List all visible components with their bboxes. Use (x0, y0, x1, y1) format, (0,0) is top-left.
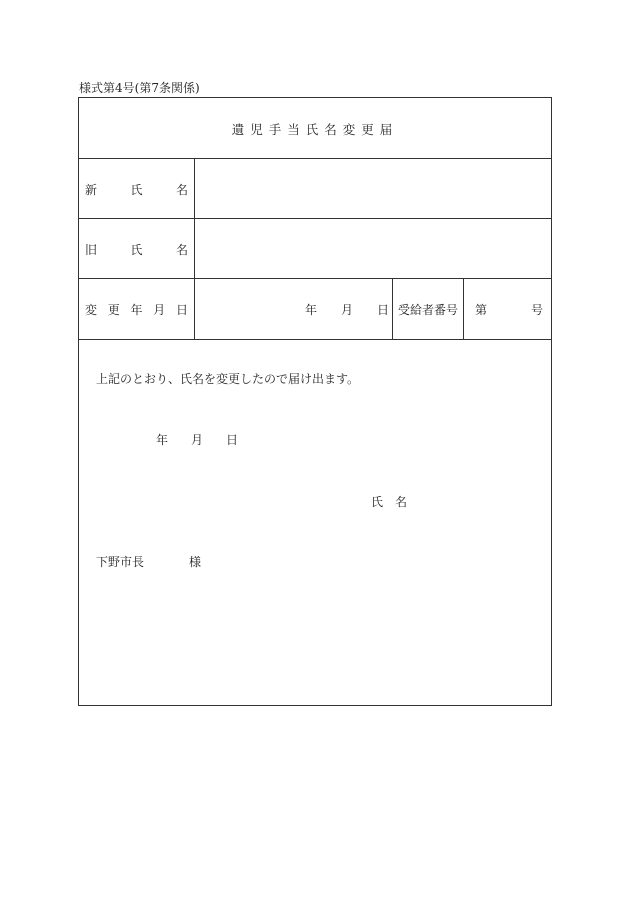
honorific: 様 (189, 555, 202, 569)
form-table (78, 97, 552, 706)
label-char: 旧 (85, 243, 98, 257)
title-row (79, 98, 551, 159)
label-char: 更 (107, 303, 120, 317)
label-char: 月 (153, 303, 166, 317)
signature-name-label: 名 (395, 495, 408, 509)
label-char: 新 (85, 183, 98, 197)
label-char: 日 (175, 303, 188, 317)
change-date-label (85, 301, 188, 318)
label-char: 変 (85, 303, 98, 317)
number-suffix: 号 (531, 303, 544, 317)
new-name-row (79, 159, 551, 219)
recipient-number-field[interactable] (491, 279, 527, 339)
day-label: 日 (377, 303, 390, 317)
sign-day-label: 日 (226, 433, 239, 447)
signature-name-label: 氏 (371, 495, 384, 509)
sign-year-label: 年 (156, 433, 169, 447)
column-divider (463, 279, 464, 339)
new-name-label (85, 181, 188, 198)
addressee: 下野市長 (96, 555, 145, 569)
label-char: 名 (175, 183, 188, 197)
form-title: 遺児手当氏名変更届 (231, 122, 399, 137)
sign-month-label: 月 (191, 433, 204, 447)
number-prefix: 第 (475, 303, 488, 317)
change-date-row (79, 279, 551, 340)
old-name-row (79, 219, 551, 279)
recipient-number-label: 受給者番号 (398, 303, 459, 317)
declaration-statement: 上記のとおり、氏名を変更したので届け出ます。 (96, 372, 360, 386)
new-name-field[interactable] (195, 159, 551, 218)
form-number-label: 様式第4号(第7条関係) (79, 81, 200, 95)
signature-name-field[interactable] (415, 486, 535, 514)
column-divider (194, 279, 195, 339)
old-name-field[interactable] (195, 219, 551, 278)
label-char: 氏 (130, 243, 143, 257)
label-char: 年 (130, 303, 143, 317)
year-label: 年 (305, 303, 318, 317)
label-char: 氏 (130, 183, 143, 197)
old-name-label (85, 241, 188, 258)
label-char: 名 (175, 243, 188, 257)
month-label: 月 (341, 303, 354, 317)
column-divider (392, 279, 393, 339)
